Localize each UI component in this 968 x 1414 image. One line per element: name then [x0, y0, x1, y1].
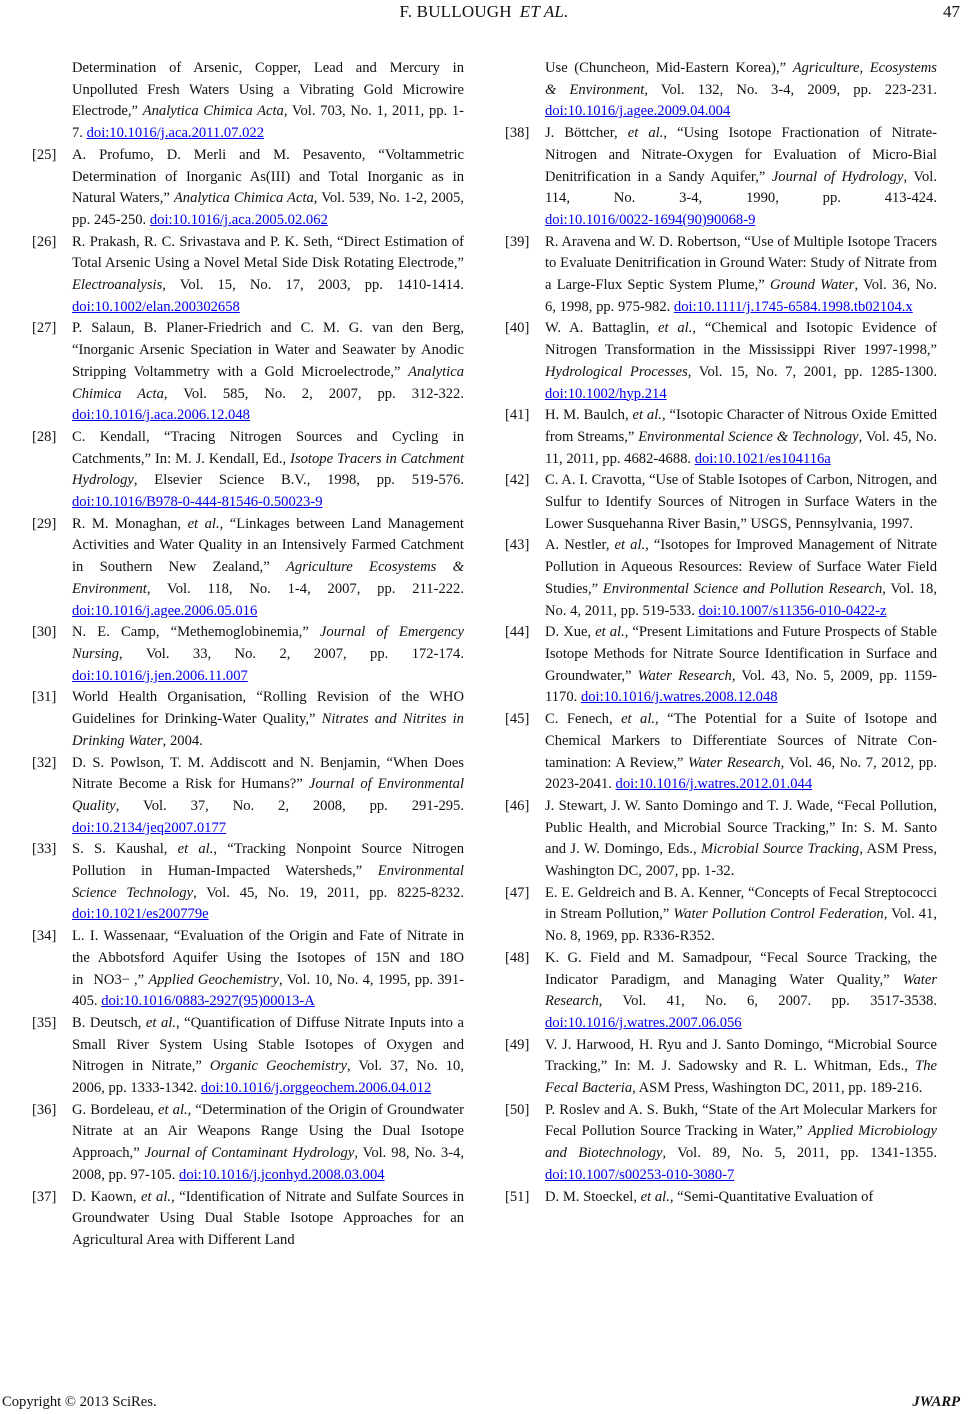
reference-text: , Vol. 18, No. 4, 2011, pp. 519-533. — [545, 580, 937, 619]
italic-title: Water Research — [545, 971, 937, 1010]
reference-number: [51] — [505, 1188, 530, 1205]
italic-title: Applied Geochemistry — [148, 971, 279, 988]
references-left-column — [32, 58, 464, 1252]
reference-text: C. Fenech, — [545, 711, 622, 728]
doi-link[interactable]: doi:10.1111/j.1745-6584.1998.tb02104.x — [673, 298, 913, 315]
reference-text: K. G. Field and M. Samadpour, “Fecal Source Tracking, the Indicator Paradigm, and Managing Water Quality,” — [545, 949, 937, 988]
reference-entry — [32, 622, 464, 687]
reference-entry — [32, 58, 464, 145]
italic-title: et al. — [621, 711, 656, 728]
reference-number: [35] — [32, 1014, 57, 1031]
doi-link[interactable]: doi:10.1021/es104116a — [694, 450, 831, 467]
doi-link[interactable]: doi:10.2134/jeq2007.0177 — [72, 819, 227, 836]
reference-number: [41] — [505, 407, 530, 424]
reference-text: , “The Potential for a Suite of Isotope and Chemical Markers to Differentiate Sources of Nitrate Contamination: A Review,” — [545, 711, 937, 771]
reference-text: Use (Chuncheon, Mid-Eastern Korea),” — [545, 60, 793, 76]
doi-link[interactable]: doi:10.1016/j.orggeochem.2006.04.012 — [200, 1080, 432, 1097]
reference-text: A. Profumo, D. Merli and M. Pesavento, “Voltammetric Determination of Inorganic As(III) and Total Inorganic as in Natural Waters,” — [72, 146, 464, 207]
page-number: 47 — [943, 2, 960, 21]
reference-text: W. A. Battaglin, — [545, 320, 659, 337]
reference-number: [43] — [505, 537, 530, 554]
reference-entry — [505, 470, 937, 535]
references-right-column — [505, 58, 937, 1208]
reference-entry — [505, 1100, 937, 1187]
reference-text: J. Stewart, J. W. Santo Domingo and T. J. Wade, “Fecal Pollution, Public Health, and Microbial Source Tracking,” In: S. M. Santo and J. W. Domingo, Eds., — [545, 797, 937, 858]
reference-text: R. Prakash, R. C. Srivastava and P. K. Seth, “Direct Estimation of Total Arsenic Using a Novel Metal Side Disk Rotating Electrode,” — [72, 233, 464, 272]
reference-entry — [505, 232, 937, 319]
reference-number: [26] — [32, 233, 57, 250]
reference-number: [34] — [32, 928, 57, 945]
italic-title: Environmental Science & Technology — [638, 428, 859, 445]
reference-entry — [32, 1100, 464, 1187]
reference-number: [38] — [505, 125, 530, 142]
reference-number: [45] — [505, 711, 530, 728]
reference-number: [48] — [505, 949, 530, 966]
reference-text: , Vol. 36, No. 6, 1998, pp. 975-982. — [545, 277, 938, 315]
reference-entry — [505, 1035, 937, 1100]
italic-title: et al. — [595, 624, 625, 641]
reference-text: , Vol. 41, No. 6, 2007. pp. 3517-3538. — [598, 993, 937, 1010]
reference-entry — [32, 318, 464, 427]
reference-entry — [505, 405, 937, 470]
italic-title: Agriculture Ecosystems & Environment — [72, 559, 464, 597]
running-header — [0, 2, 968, 22]
reference-text: , Vol. 539, No. 1-2, 2005, pp. 245-250. — [72, 190, 464, 228]
reference-text: D. S. Powlson, T. M. Addiscott and N. Benjamin, “When Does Nitrate Become a Risk for Humans?” — [72, 754, 464, 793]
reference-text: , 2004. — [162, 732, 203, 749]
reference-number: [28] — [32, 428, 57, 445]
italic-title: Analytica Chimica Acta — [72, 363, 464, 402]
reference-text: , “Quantification of Diffuse Nitrate Inputs into a Small River System Using Stable Isotopes of Oxygen and Nitrogen in Nitrate,” — [72, 1014, 464, 1075]
reference-text: , Vol. 585, No. 2, 2007, pp. 312-322. — [163, 385, 464, 402]
italic-title: Environmental Science and Pollution Research — [602, 580, 883, 597]
reference-number: [25] — [32, 146, 57, 163]
reference-text: , Elsevier Science B.V., 1998, pp. 519-576. — [133, 472, 464, 489]
doi-link[interactable]: doi:10.1016/B978-0-444-81546-0.50023-9 — [72, 494, 323, 511]
reference-text: ,” — [133, 971, 149, 988]
reference-text: A. Nestler, — [545, 537, 615, 554]
reference-text: D. Kaown, — [72, 1188, 142, 1205]
reference-text: E. E. Geldreich and B. A. Kenner, “Concepts of Fecal Streptococci in Stream Pollution,” — [545, 884, 937, 923]
reference-text: , Vol. 41, No. 8, 1969, pp. R336-R352. — [545, 906, 937, 945]
reference-text: Determination of Arsenic, Copper, Lead and Mercury in Unpolluted Fresh Waters Using a Vibrating Gold Microwire Electrode,” — [72, 60, 464, 120]
reference-text: C. Kendall, “Tracing Nitrogen Sources and Cycling in Catchments,” In: M. J. Kendall, Ed., — [72, 428, 464, 467]
reference-text: P. Roslev and A. S. Bukh, “State of the Art Molecular Markers for Fecal Pollution Source Tracking in Water,” — [545, 1101, 937, 1140]
italic-title: Hydrological Processes — [545, 363, 688, 380]
reference-text: G. Bordeleau, — [72, 1101, 159, 1118]
reference-entry — [505, 709, 937, 796]
reference-text: , Vol. 132, No. 3-4, 2009, pp. 223-231. — [644, 81, 938, 98]
reference-text: , Vol. 10, No. 4, 1995, pp. 391-405. — [72, 971, 464, 1010]
reference-text: , Vol. 703, No. 1, 2011, pp. 1-7. — [72, 103, 465, 142]
reference-text: , “Using Isotope Fractionation of Nitrate-Nitrogen and Nitrate-Oxygen for Evaluation of Micro-Bial Denitrification in a Sandy Aquifer,” — [545, 125, 938, 185]
italic-title: et al. — [658, 320, 693, 337]
reference-text: C. A. I. Cravotta, “Use of Stable Isotopes of Carbon, Nitrogen, and Sulfur to Identify Sources of Nitrogen in Surface Waters in the Lower Susquehanna River Basin,” USGS, Pennsylvania, 1997. — [545, 472, 937, 532]
reference-number: [30] — [32, 624, 57, 641]
italic-title: Water Pollution Control Federation — [673, 906, 884, 923]
reference-entry — [32, 1187, 464, 1252]
reference-number: [29] — [32, 515, 57, 532]
reference-text: L. I. Wassenaar, “Evaluation of the Origin and Fate of Nitrate in the Abbotsford Aquifer Using the Isotopes of 15N and 18O in — [72, 928, 464, 988]
reference-text: , Vol. 118, No. 1-4, 2007, pp. 211-222. — [146, 580, 464, 597]
reference-number: [47] — [505, 884, 530, 901]
doi-link[interactable]: doi:10.1007/s00253-010-3080-7 — [545, 1166, 735, 1183]
doi-link[interactable]: doi:10.1016/j.aca.2006.12.048 — [72, 407, 250, 424]
italic-title: Ground Water — [770, 277, 855, 294]
reference-number: [31] — [32, 689, 57, 706]
reference-entry — [505, 883, 937, 948]
footer-journal: JWARP — [912, 1394, 960, 1410]
reference-text: , “Present Limitations and Future Prospects of Stable Isotope Methods for Nitrate Source Identification in Surface and Groundwater,” — [545, 624, 937, 684]
italic-title: Analytica Chimica Acta — [173, 190, 314, 207]
doi-link[interactable]: doi:10.1021/es200779e — [72, 906, 209, 923]
reference-text: , Vol. 45, No. 11, 2011, pp. 4682-4688. — [545, 428, 938, 467]
doi-link[interactable]: doi:10.1016/0883-2927(95)00013-A — [101, 993, 315, 1010]
doi-link[interactable]: doi:10.1016/j.agee.2006.05.016 — [72, 602, 258, 619]
reference-entry — [32, 926, 464, 1013]
italic-title: Electroanalysis — [72, 277, 163, 294]
reference-entry — [505, 318, 937, 405]
reference-text: , “Chemical and Isotopic Evidence of Nitrogen Transformation in the Mississippi River 1997-1998,” — [545, 320, 938, 359]
reference-entry — [32, 1013, 464, 1100]
reference-text: , ASM Press, Washington DC, 2011, pp. 189-216. — [632, 1080, 923, 1097]
italic-title: Organic Geochemistry — [209, 1058, 348, 1075]
doi-link[interactable]: doi:10.1002/elan.200302658 — [72, 298, 240, 315]
italic-title: The Fecal Bacteria — [545, 1058, 937, 1097]
italic-title: et al. — [141, 1188, 172, 1205]
reference-entry — [32, 839, 464, 926]
reference-text: R. Aravena and W. D. Robertson, “Use of Multiple Isotope Tracers to Evaluate Denitrification in Ground Water: Study of Nitrate from a Large-Flux Septic System Plume,” — [545, 233, 937, 294]
reference-entry — [505, 948, 937, 1035]
doi-link[interactable]: doi:10.1016/j.watres.2007.06.056 — [545, 1014, 742, 1031]
italic-title: et al. — [632, 407, 662, 424]
italic-title: Microbial Source Tracking — [700, 841, 860, 858]
reference-number: [39] — [505, 233, 530, 250]
italic-title: Water Research — [637, 667, 732, 684]
reference-entry — [32, 687, 464, 752]
reference-text: , “Isotopes for Improved Management of Nitrate Pollution in Aqueous Resources: Review of Surface Water Field Studies,” — [545, 537, 937, 597]
footer-copyright: Copyright © 2013 SciRes. — [2, 1394, 157, 1410]
reference-text: , Vol. 45, No. 19, 2011, pp. 8225-8232. — [193, 884, 464, 901]
reference-number: [37] — [32, 1188, 57, 1205]
reference-text: , “Determination of the Origin of Groundwater Nitrate at an Air Weapons Range Using the Dual Isotope Approach,” — [72, 1101, 464, 1162]
reference-text: , Vol. 89, No. 5, 2011, pp. 1341-1355. — [662, 1145, 937, 1162]
doi-link[interactable]: doi:10.1016/j.watres.2012.01.044 — [615, 776, 813, 793]
reference-entry — [32, 753, 464, 840]
italic-title: et al. — [177, 841, 214, 858]
reference-text: World Health Organisation, “Rolling Revision of the WHO Guidelines for Drinking-Water Quality,” — [72, 689, 464, 728]
doi-link[interactable]: doi:10.1007/s11356-010-0422-z — [698, 602, 887, 619]
reference-text: H. M. Baulch, — [545, 407, 633, 424]
reference-number: [50] — [505, 1101, 530, 1118]
italic-title: Journal of Emergency Nursing — [72, 624, 464, 662]
doi-link[interactable]: doi:10.1002/hyp.214 — [545, 385, 667, 402]
italic-title: Analytica Chimica Acta — [142, 103, 284, 120]
reference-entry — [32, 145, 464, 232]
reference-number: [36] — [32, 1101, 57, 1118]
italic-title: Isotope Tracers in Catchment Hydrology — [72, 450, 465, 489]
header-etal: ET AL. — [519, 2, 569, 21]
italic-title: et al. — [187, 515, 220, 532]
reference-text: R. M. Monaghan, — [72, 515, 188, 532]
reference-text: , “Identification of Nitrate and Sulfate Sources in Groundwater Using Dual Stable Isotope Approaches for an Agricultural Area with Different Land — [72, 1188, 464, 1248]
header-authors: F. BULLOUGH — [399, 2, 512, 21]
reference-number: [46] — [505, 797, 530, 814]
italic-title: et al. — [627, 125, 664, 142]
reference-text: , “Tracking Nonpoint Source Nitrogen Pollution in Human-Impacted Watersheds,” — [72, 841, 464, 880]
italic-title: Journal of Hydrology — [771, 168, 904, 185]
doi-link[interactable]: doi:10.1016/j.jconhyd.2008.03.004 — [179, 1166, 385, 1183]
reference-text: N. E. Camp, “Methemoglobinemia,” — [72, 624, 320, 641]
reference-number: [33] — [32, 841, 57, 858]
italic-title: Nitrates and Nitrites in Drinking Water — [72, 711, 464, 749]
reference-number: [49] — [505, 1036, 530, 1053]
reference-text: , ASM Press, Washington DC, 2007, pp. 1-32. — [545, 841, 937, 880]
reference-text: , “Semi-Quantitative Evaluation of — [669, 1188, 874, 1205]
reference-text: , Vol. 33, No. 2, 2007, pp. 172-174. — [119, 645, 464, 662]
reference-text: , Vol. 98, No. 3-4, 2008, pp. 97-105. — [72, 1145, 464, 1183]
reference-text: D. Xue, — [545, 624, 596, 641]
doi-link[interactable]: doi:10.1016/j.aca.2005.02.062 — [149, 211, 328, 228]
reference-text: , Vol. 37, No. 2, 2008, pp. 291-295. — [115, 797, 464, 814]
italic-title: Applied Microbiology and Biotechnology — [545, 1123, 937, 1162]
reference-text: V. J. Harwood, H. Ryu and J. Santo Domingo, “Microbial Source Tracking,” In: M. J. Sadowsky and R. L. Whitman, Eds., — [545, 1036, 937, 1075]
reference-entry — [505, 622, 937, 709]
reference-entry — [32, 232, 464, 319]
reference-number: [42] — [505, 472, 530, 489]
reference-entry — [505, 58, 937, 123]
reference-text: , Vol. 37, No. 10, 2006, pp. 1333-1342. — [72, 1058, 464, 1097]
reference-text: D. M. Stoeckel, — [545, 1188, 641, 1205]
reference-entry — [505, 796, 937, 883]
reference-text: S. S. Kaushal, — [72, 841, 178, 858]
doi-link[interactable]: doi:10.1016/j.agee.2009.04.004 — [545, 103, 731, 120]
reference-entry — [505, 1187, 937, 1209]
italic-title: et al. — [614, 537, 646, 554]
reference-text: B. Deutsch, — [72, 1014, 146, 1031]
reference-entry — [32, 514, 464, 623]
reference-text: , “Linkages between Land Management Activities and Water Quality in an Intensively Farmed Catchment in Southern New Zealand,” — [72, 515, 464, 576]
italic-title: et al. — [145, 1014, 176, 1031]
reference-text: , Vol. 43, No. 5, 2009, pp. 1159-1170. — [545, 667, 937, 706]
italic-title: et al. — [640, 1188, 670, 1205]
chemical-formula: NO3− — [93, 971, 130, 988]
italic-title: Environmental Science Technology — [72, 863, 464, 901]
reference-text: , Vol. 15, No. 7, 2001, pp. 1285-1300. — [687, 363, 938, 380]
reference-entry — [32, 427, 464, 514]
reference-number: [44] — [505, 624, 530, 641]
doi-link[interactable]: doi:10.1016/j.aca.2011.07.022 — [86, 125, 264, 142]
italic-title: Water Research — [687, 754, 781, 771]
reference-text: , Vol. 46, No. 7, 2012, pp. 2023-2041. — [545, 754, 938, 793]
reference-text: , Vol. 114, No. 3-4, 1990, pp. 413-424. — [545, 168, 937, 207]
italic-title: et al. — [158, 1101, 188, 1118]
reference-number: [32] — [32, 754, 57, 771]
reference-number: [40] — [505, 320, 530, 337]
reference-text: P. Salaun, B. Planer-Friedrich and C. M. G. van den Berg, “Inorganic Arsenic Speciation in Water and Seawater by Anodic Stripping Voltammetry with a Gold Microelectrode,” — [72, 320, 464, 380]
italic-title: Journal of Contaminant Hydrology — [144, 1145, 355, 1162]
reference-entry — [505, 535, 937, 622]
italic-title: Agriculture, Ecosystems & Environment — [545, 60, 937, 98]
doi-link[interactable]: doi:10.1016/j.watres.2008.12.048 — [580, 689, 778, 706]
doi-link[interactable]: doi:10.1016/j.jen.2006.11.007 — [72, 667, 248, 684]
reference-text: J. Böttcher, — [545, 125, 628, 142]
italic-title: Journal of Environmental Quality — [72, 776, 465, 814]
doi-link[interactable]: doi:10.1016/0022-1694(90)90068-9 — [545, 211, 756, 228]
reference-number: [27] — [32, 320, 57, 337]
reference-text: , Vol. 15, No. 17, 2003, pp. 1410-1414. — [162, 277, 464, 294]
reference-text: , “Isotopic Character of Nitrous Oxide Emitted from Streams,” — [545, 407, 937, 445]
reference-entry — [505, 123, 937, 232]
